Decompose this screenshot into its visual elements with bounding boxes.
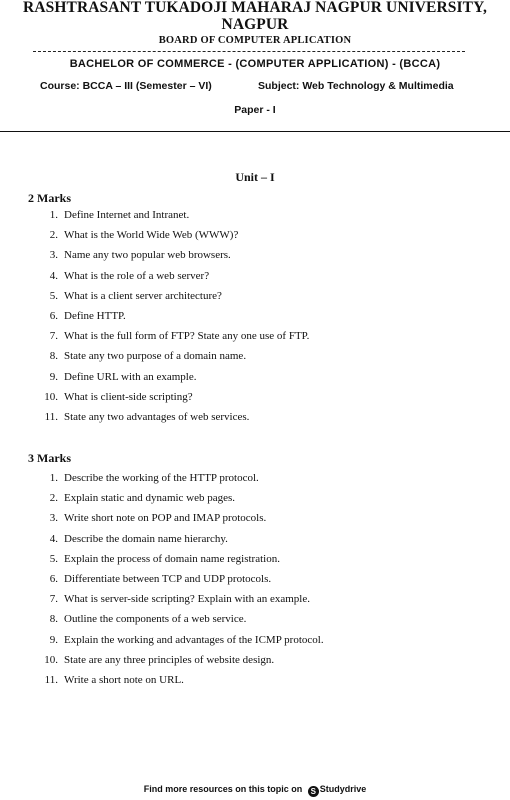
question-item — [0, 348, 510, 364]
question-item — [0, 227, 510, 243]
question-item — [0, 551, 510, 567]
question-item — [0, 571, 510, 587]
subject-label: Subject: Web Technology & Multimedia — [258, 80, 454, 92]
question-item — [0, 268, 510, 284]
question-item — [0, 369, 510, 385]
question-text: What is client-side scripting? — [64, 390, 193, 403]
question-number: 4. — [49, 532, 58, 545]
question-item — [0, 207, 510, 223]
question-item — [0, 470, 510, 486]
question-item — [0, 672, 510, 688]
question-number: 1. — [49, 209, 58, 221]
footer — [0, 784, 510, 797]
question-item — [0, 490, 510, 506]
question-number: 4. — [49, 269, 58, 282]
question-item — [0, 328, 510, 344]
question-number: 11. — [44, 674, 58, 686]
question-text: What is the role of a web server? — [64, 269, 210, 282]
footer-brand[interactable]: Studydrive — [319, 784, 367, 794]
question-item — [0, 652, 510, 668]
question-text: Name any two popular web browsers. — [64, 249, 231, 262]
question-number: 10. — [44, 653, 58, 666]
question-item — [0, 308, 510, 324]
university-city: NAGPUR — [221, 16, 289, 33]
footer-text: Find more resources on this topic on — [143, 784, 303, 794]
studydrive-logo-icon: S — [308, 786, 319, 797]
question-item — [0, 389, 510, 405]
question-number: 11. — [44, 411, 58, 423]
question-text: Define URL with an example. — [64, 370, 197, 383]
question-text: Describe the domain name hierarchy. — [64, 532, 228, 545]
question-text: What is the World Wide Web (WWW)? — [64, 229, 239, 242]
question-item — [0, 611, 510, 627]
question-item — [0, 247, 510, 263]
question-number: 9. — [49, 633, 58, 646]
question-text: Describe the working of the HTTP protocol. — [64, 472, 259, 484]
question-number: 2. — [49, 229, 58, 242]
question-item — [0, 591, 510, 607]
question-number: 8. — [49, 350, 58, 363]
question-item — [0, 632, 510, 648]
question-item — [0, 510, 510, 526]
question-number: 10. — [44, 390, 58, 403]
question-number: 1. — [49, 472, 58, 484]
question-number: 6. — [49, 573, 58, 585]
question-text: Explain the working and advantages of the ICMP protocol. — [64, 633, 324, 646]
question-text: Explain the process of domain name registration. — [64, 552, 280, 565]
question-item — [0, 531, 510, 547]
question-text: Write short note on POP and IMAP protocols. — [64, 512, 267, 525]
question-text: State any two advantages of web services. — [64, 411, 250, 423]
question-number: 7. — [49, 330, 58, 343]
question-text: Differentiate between TCP and UDP protocols. — [64, 573, 272, 585]
question-text: State any two purpose of a domain name. — [64, 350, 247, 363]
dashed-divider — [33, 51, 465, 52]
header-rule — [0, 131, 510, 132]
question-text: State are any three principles of website design. — [64, 653, 275, 666]
board-name: BOARD OF COMPUTER APLICATION — [158, 35, 352, 46]
question-text: What is a client server architecture? — [64, 289, 222, 302]
question-number: 3. — [49, 512, 58, 525]
question-number: 7. — [49, 593, 58, 606]
question-text: What is server-side scripting? Explain with an example. — [64, 593, 310, 606]
question-number: 3. — [49, 249, 58, 262]
question-text: Write a short note on URL. — [64, 674, 184, 686]
degree-title: BACHELOR OF COMMERCE - (COMPUTER APPLICATION) - (BCCA) — [69, 58, 441, 70]
question-number: 5. — [49, 289, 58, 302]
question-text: What is the full form of FTP? State any one use of FTP. — [64, 330, 310, 343]
section-heading-3-marks: 3 Marks — [28, 451, 71, 465]
question-number: 5. — [49, 552, 58, 565]
unit-title: Unit – I — [235, 170, 275, 184]
question-number: 6. — [49, 310, 58, 322]
question-number: 2. — [49, 492, 58, 505]
question-item — [0, 409, 510, 425]
paper-label: Paper - I — [234, 104, 276, 116]
question-text: Define HTTP. — [64, 310, 126, 322]
course-label: Course: BCCA – III (Semester – VI) — [40, 80, 212, 92]
question-item — [0, 288, 510, 304]
question-text: Outline the components of a web service. — [64, 613, 247, 626]
question-number: 9. — [49, 370, 58, 383]
question-text: Define Internet and Intranet. — [64, 209, 190, 221]
section-heading-2-marks: 2 Marks — [28, 191, 71, 205]
question-text: Explain static and dynamic web pages. — [64, 492, 236, 505]
university-name: RASHTRASANT TUKADOJI MAHARAJ NAGPUR UNIVERSITY, — [23, 0, 487, 16]
question-number: 8. — [49, 613, 58, 626]
